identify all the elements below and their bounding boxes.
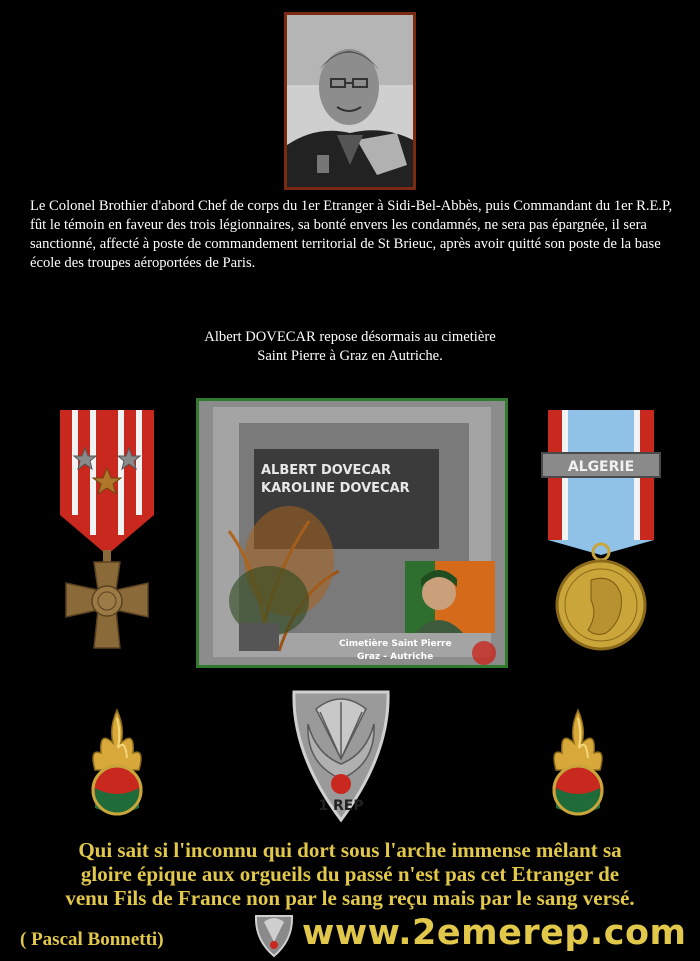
- poem-line-1: Qui sait si l'inconnu qui dort sous l'arche immense mêlant sa: [78, 838, 622, 862]
- burial-note: [0, 328, 700, 366]
- portrait-photo: [284, 12, 416, 190]
- medal-clasp-label: ALGERIE: [567, 459, 635, 475]
- caption-line-2: Graz - Autriche: [357, 652, 434, 662]
- poem: [0, 838, 700, 910]
- poem-line-2: gloire épique aux orgueils du passé n'est pas cet Etranger de: [80, 862, 620, 886]
- site-logo-icon: [252, 912, 296, 958]
- poem-line-3: venu Fils de France non par le sang reçu mais par le sang versé.: [65, 886, 635, 910]
- algeria-commemorative-medal: [536, 405, 666, 660]
- rep-parachute-badge: [286, 684, 396, 824]
- burial-line-1: Albert DOVECAR repose désormais au cimetière: [204, 329, 496, 345]
- plate-line-2: KAROLINE DOVECAR: [261, 481, 410, 496]
- grave-photo: [196, 398, 508, 668]
- legion-grenade-insignia-left: [85, 708, 150, 818]
- plate-line-1: ALBERT DOVECAR: [261, 463, 391, 478]
- intro-paragraph: Le Colonel Brothier d'abord Chef de corps du 1er Etranger à Sidi-Bel-Abbès, puis Commandant du 1er R.E.P, fût le témoin en faveur des trois légionnaires, sa bonté envers les condamnés, ne sera pas épargnée, il sera sanctionné, affecté à poste de commandement territorial de St Brieuc, après avoir quitté son poste de la base école des troupes aéroportées de Paris.: [30, 198, 673, 271]
- badge-label: 1 REP: [318, 798, 364, 814]
- cross-of-military-valour-medal: [52, 405, 162, 660]
- caption-line-1: Cimetière Saint Pierre: [339, 639, 452, 649]
- poem-author: ( Pascal Bonnetti): [20, 929, 164, 950]
- burial-line-2: Saint Pierre à Graz en Autriche.: [257, 348, 443, 364]
- site-url-link[interactable]: www.2emerep.com: [302, 913, 687, 953]
- legion-grenade-insignia-right: [546, 708, 611, 818]
